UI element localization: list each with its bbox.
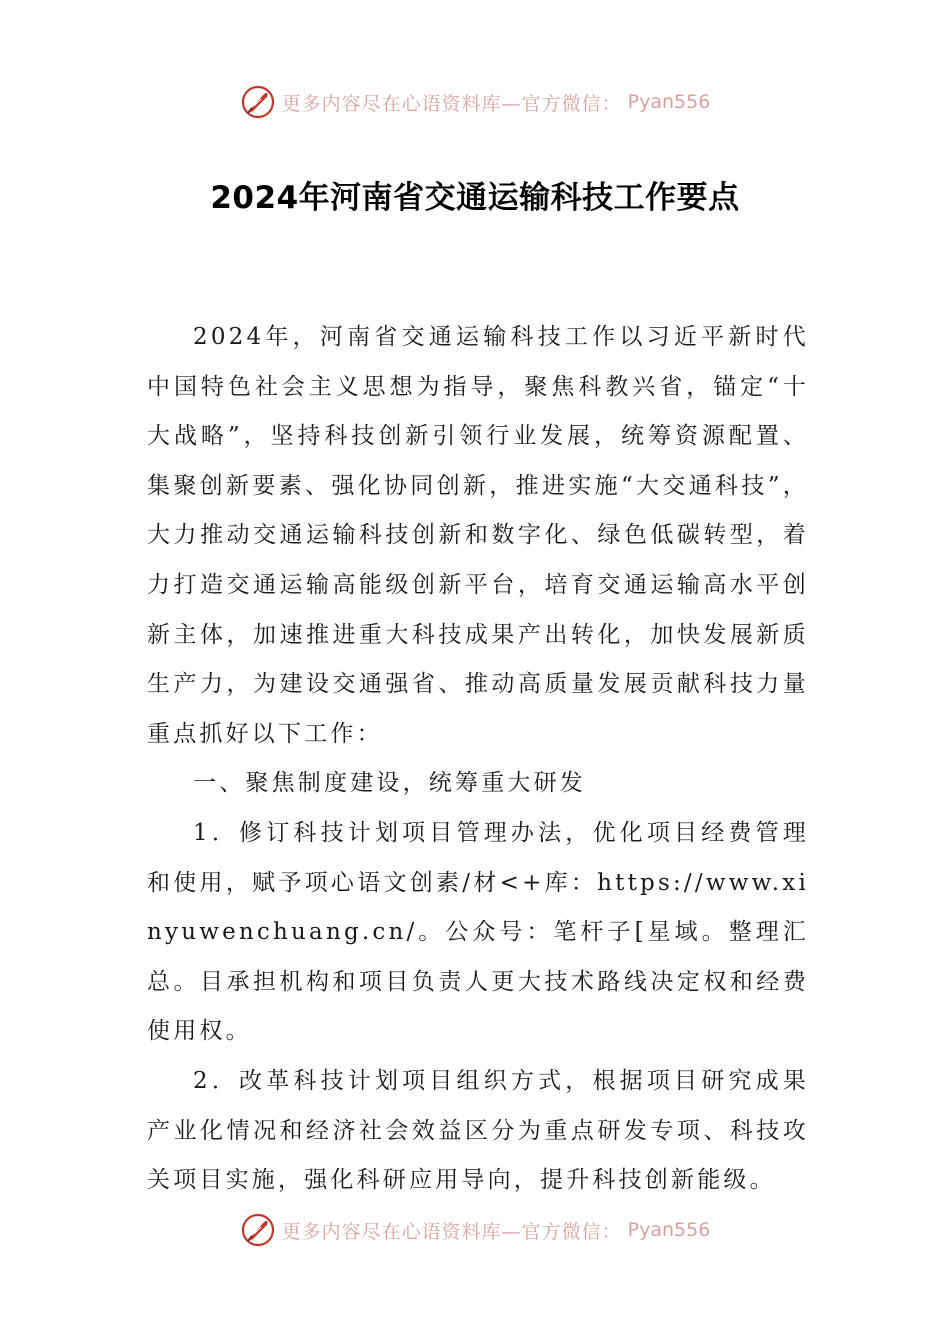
banner-wechat-id: Pyan556	[627, 91, 711, 113]
banner-text: 更多内容尽在心语资料库—官方微信：	[281, 92, 622, 115]
item-paragraph-1: 1．修订科技计划项目管理办法，优化项目经费管理和使用，赋予项心语文创素/材<+库：https://www.xinyuwenchuang.cn/。公众号：笔杆子[星域。整理汇总。目承担机构和项目负责人更大技术路线决定权和经费使用权。	[147, 819, 809, 1045]
section-heading: 一、聚焦制度建设，统筹重大研发	[193, 770, 586, 797]
item-paragraph-2: 2．改革科技计划项目组织方式，根据项目研究成果产业化情况和经济社会效益区分为重点研发专项、科技攻关项目实施，强化科研应用导向，提升科技创新能级。	[147, 1067, 809, 1194]
document-body	[147, 313, 809, 1206]
document-title: 2024年河南省交通运输科技工作要点	[210, 180, 740, 216]
quill-pen-logo-icon	[240, 1212, 276, 1248]
intro-paragraph: 2024年，河南省交通运输科技工作以习近平新时代中国特色社会主义思想为指导，聚焦科教兴省，锚定“十大战略”，坚持科技创新引领行业发展，统筹资源配置、集聚创新要素、强化协同创新，推进实施“大交通科技”，大力推动交通运输科技创新和数字化、绿色低碳转型，着力打造交通运输高能级创新平台，培育交通运输高水平创新主体，加速推进重大科技成果产出转化，加快发展新质生产力，为建设交通强省、推动高质量发展贡献科技力量重点抓好以下工作：	[147, 324, 809, 747]
banner-wechat-id: Pyan556	[627, 1219, 711, 1241]
banner-text: 更多内容尽在心语资料库—官方微信：	[281, 1220, 622, 1243]
header-banner	[0, 80, 950, 124]
quill-pen-logo-icon	[240, 84, 276, 120]
footer-banner	[0, 1208, 950, 1252]
